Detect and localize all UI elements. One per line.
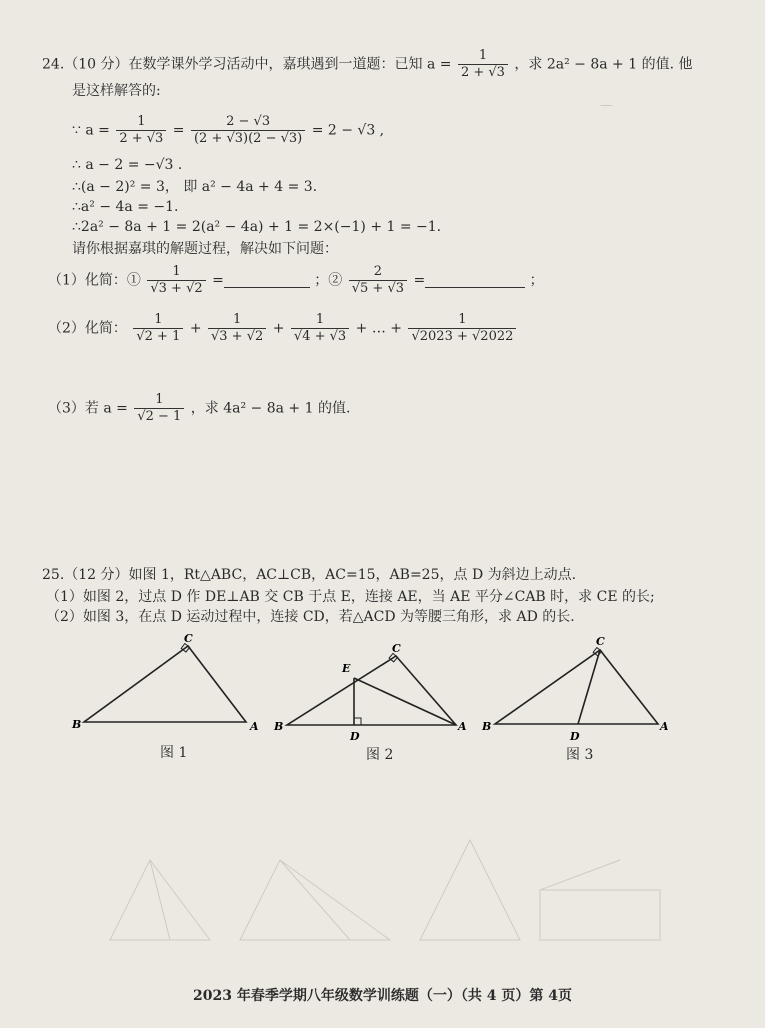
geometry-figures	[0, 630, 765, 750]
fig2-label-A: A	[458, 720, 467, 733]
figure-2-caption: 图 2	[366, 747, 394, 763]
given-fraction: $\frac{1}{2 + √3}$	[458, 48, 508, 81]
fig3-label-C: C	[596, 635, 605, 648]
fig3-label-D: D	[570, 730, 580, 743]
part1-fraction-2: $\frac{2}{√5 + √3}$	[349, 264, 407, 297]
q24-part1: （1）化简：① $\frac{1}{√3 + √2}$ = ；② $\frac{2}{√5 + √3}$ = ；	[48, 264, 544, 296]
part2-last-term: $\frac{1}{√2023 + √2022}$	[408, 312, 516, 345]
part2-term-2: $\frac{1}{√3 + √2}$	[208, 312, 266, 345]
step1-fraction-1: $\frac{1}{2 + √3}$	[116, 114, 166, 147]
q24-step3: ∴(a − 2)² = 3， 即 a² − 4a + 4 = 3.	[72, 179, 318, 195]
q24-prompt: 请你根据嘉琪的解题过程，解决如下问题：	[72, 241, 338, 257]
q24-step2: ∴ a − 2 = −√3 .	[72, 157, 183, 173]
fig2-label-D: D	[350, 730, 360, 743]
answer-blank-2[interactable]	[425, 273, 525, 288]
figure-3	[481, 635, 669, 743]
part2-term-3: $\frac{1}{√4 + √3}$	[291, 312, 349, 345]
part3-fraction: $\frac{1}{√2 - 1}$	[134, 392, 184, 425]
step1-fraction-2: $\frac{2 - √3}{(2 + √3)(2 - √3)}$	[191, 114, 305, 147]
q24-step5: ∴2a² − 8a + 1 = 2(a² − 4a) + 1 = 2×(−1) + 1 = −1.	[72, 219, 442, 235]
bleed-through-figures	[0, 820, 765, 980]
fig3-label-B: B	[482, 720, 492, 733]
part2-term-1: $\frac{1}{√2 + 1}$	[133, 312, 183, 345]
q25-line1: 25.（12 分）如图 1，Rt△ABC，AC⊥CB，AC=15，AB=25，点 D 为斜边上动点.	[42, 567, 577, 583]
fig2-label-C: C	[392, 642, 401, 655]
figure-1	[71, 632, 259, 733]
page-footer: 2023 年春季学期八年级数学训练题（一）（共 4 页）第 4页	[193, 988, 572, 1004]
fig2-label-B: B	[274, 720, 284, 733]
figure-1-caption: 图 1	[160, 745, 188, 761]
q25-line2: （1）如图 2，过点 D 作 DE⊥AB 交 CB 于点 E，连接 AE，当 AE 平分∠CAB 时，求 CE 的长;	[46, 589, 655, 605]
q24-intro: 是这样解答的:	[72, 83, 161, 99]
q24-step1: ∵ a = $\frac{1}{2 + √3}$ = $\frac{2 - √3}{(2 + √3)(2 - √3)}$ = 2 − √3 ,	[72, 114, 385, 146]
fig1-label-B: B	[72, 718, 82, 731]
answer-blank-1[interactable]	[224, 273, 310, 288]
fig1-label-A: A	[250, 720, 259, 733]
q25-line3: （2）如图 3，在点 D 运动过程中，连接 CD，若△ACD 为等腰三角形，求 AD 的长.	[46, 609, 575, 625]
fig3-label-A: A	[660, 720, 669, 733]
q24-step4: ∴a² − 4a = −1.	[72, 199, 179, 215]
figure-3-caption: 图 3	[566, 747, 594, 763]
q24-part2: （2）化简： $\frac{1}{√2 + 1}$ + $\frac{1}{√3 + √2}$ + $\frac{1}{√4 + √3}$ + … + $\frac{1}{√2023 + √2022}$	[48, 312, 518, 345]
q24-header: 24.（10 分）在数学课外学习活动中，嘉琪遇到一道题：已知 a = $\frac{1}{2 + √3}$ ，求 2a² − 8a + 1 的值. 他	[42, 48, 693, 80]
figure-2	[273, 642, 467, 743]
bleed-through-text: —	[600, 98, 613, 113]
fig2-label-E: E	[342, 662, 351, 675]
part1-fraction-1: $\frac{1}{√3 + √2}$	[147, 264, 205, 297]
fig1-label-C: C	[184, 632, 193, 645]
q24-part3: （3）若 a = $\frac{1}{√2 - 1}$ ，求 4a² − 8a + 1 的值.	[48, 392, 351, 424]
